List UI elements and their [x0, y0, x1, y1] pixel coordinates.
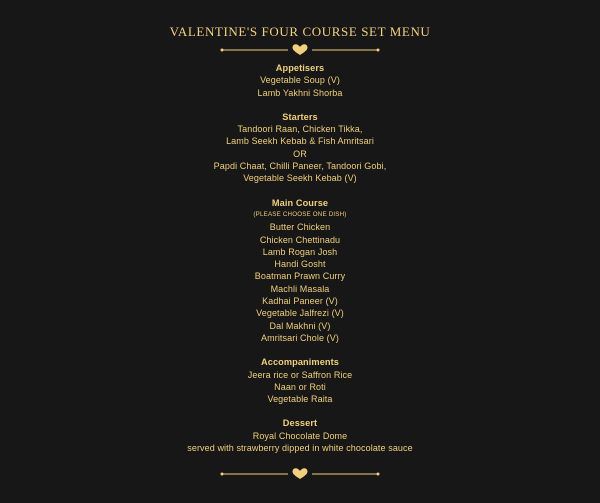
- menu-item: Jeera rice or Saffron Rice: [247, 369, 353, 380]
- menu-item: Vegetable Raita: [267, 394, 333, 405]
- menu-title: VALENTINE'S FOUR COURSE SET MENU: [169, 24, 431, 39]
- section-title: Dessert: [282, 418, 318, 429]
- menu-item: Naan or Roti: [274, 381, 326, 392]
- section-title: Main Course: [271, 197, 329, 208]
- menu-item: Boatman Prawn Curry: [254, 271, 346, 282]
- menu-item: Butter Chicken: [269, 222, 331, 233]
- section-title: Appetisers: [275, 63, 325, 73]
- menu-item: Vegetable Soup (V): [260, 75, 340, 86]
- menu-item: Amritsari Chole (V): [261, 332, 339, 343]
- heart-divider-icon: [220, 43, 380, 57]
- menu-item: Vegetable Seekh Kebab (V): [243, 173, 357, 184]
- menu-item: Handi Gosht: [274, 259, 326, 270]
- menu-item: Kadhai Paneer (V): [262, 296, 338, 307]
- menu-item: OR: [293, 148, 307, 159]
- section-title: Starters: [282, 111, 318, 122]
- menu-item: Lamb Seekh Kebab & Fish Amritsari: [226, 136, 374, 147]
- menu-item: Lamb Yakhni Shorba: [257, 87, 343, 98]
- accompaniments-section: [0, 356, 600, 405]
- menu-item: Papdi Chaat, Chilli Paneer, Tandoori Gobi,: [213, 161, 387, 172]
- appetisers-section: [0, 62, 600, 99]
- menu-item: Lamb Rogan Josh: [262, 246, 338, 257]
- top-heart-divider: [0, 43, 600, 57]
- starters-section: [0, 111, 600, 185]
- menu-item: Dal Makhni (V): [269, 320, 331, 331]
- menu-item: Royal Chocolate Dome: [252, 430, 348, 441]
- heart-divider-icon: [220, 467, 380, 481]
- menu-item: Machli Masala: [270, 283, 330, 294]
- dish-choice-note: (PLEASE CHOOSE ONE DISH): [253, 210, 347, 218]
- menu-item: Chicken Chettinadu: [259, 234, 341, 245]
- bottom-heart-divider: [0, 467, 600, 481]
- main-course-section: [0, 197, 600, 345]
- menu-item: served with strawberry dipped in white chocolate sauce: [187, 443, 413, 454]
- menu-item: Tandoori Raan, Chicken Tikka,: [237, 124, 363, 135]
- dessert-section: [0, 417, 600, 454]
- menu-item: Vegetable Jalfrezi (V): [256, 308, 344, 319]
- menu-content: [0, 62, 600, 454]
- section-title: Accompaniments: [261, 357, 339, 368]
